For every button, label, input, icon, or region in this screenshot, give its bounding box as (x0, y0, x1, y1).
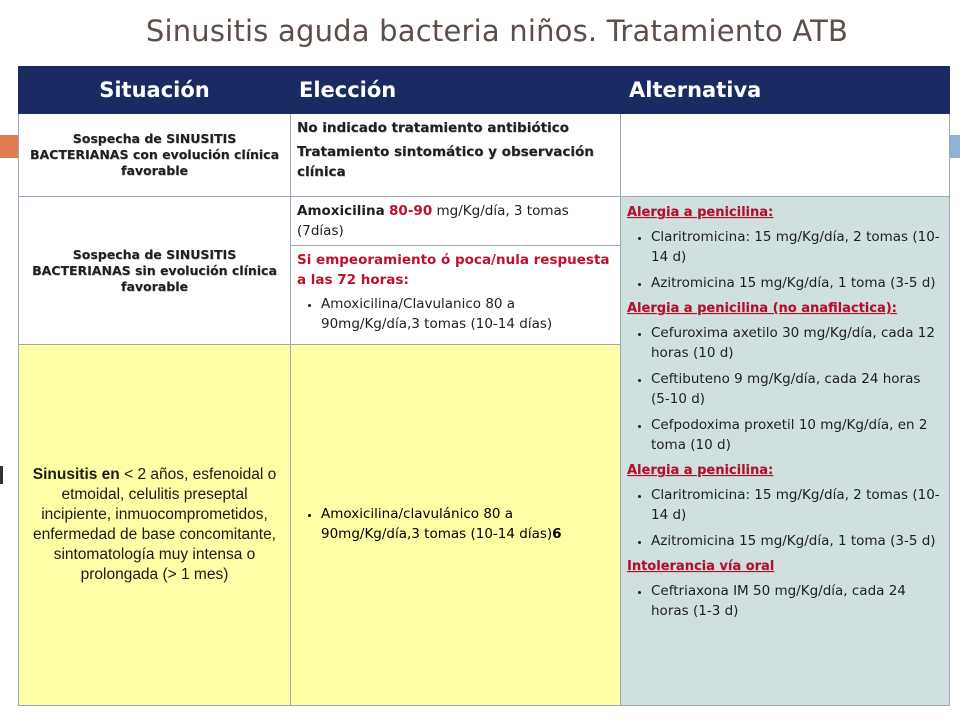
situacion-bold: Sinusitis en (32, 466, 120, 483)
table-row (19, 197, 950, 246)
list-item: • Cefuroxima axetilo 30 mg/Kg/día, cada 12 horas (10 d) (651, 323, 943, 363)
table-header-row (19, 67, 950, 114)
worsen-heading: Si empeoramiento ó poca/nula respuesta a las 72 horas: (297, 252, 610, 288)
list-item: • Cefpodoxima proxetil 10 mg/Kg/día, en 2 toma (10 d) (651, 415, 943, 455)
list-item: • Claritromicina: 15 mg/Kg/día, 2 tomas (10-14 d) (651, 227, 943, 267)
situacion-cell: Sospecha de SINUSITIS BACTERIANAS sin evolución clínica favorable (19, 197, 291, 345)
list-item: • Ceftriaxona IM 50 mg/Kg/día, cada 24 horas (1-3 d) (651, 581, 943, 621)
treatment-table (18, 66, 950, 706)
decorative-accent-left (0, 135, 20, 158)
header-eleccion: Elección (291, 67, 621, 114)
alternativa-empty-cell (621, 114, 950, 197)
alternativa-cell (621, 197, 950, 706)
footnote-mark: 6 (552, 526, 562, 542)
eleccion-cell (291, 114, 621, 197)
group-title: Alergia a penicilina: (627, 205, 774, 220)
drug-dose: 80-90 (389, 203, 433, 219)
eleccion-cell (291, 345, 621, 706)
situacion-text: < 2 años, esfenoidal o etmoidal, celulitis preseptal incipiente, inmuocomprometidos, enfermedad de base concomitante, sintomatología muy intensa o prolongada (> 1 mes) (33, 466, 277, 583)
group-title: Intolerancia vía oral (627, 559, 775, 574)
slide-title: Sinusitis aguda bacteria niños. Tratamiento ATB (145, 14, 849, 48)
drug-list (627, 485, 943, 551)
table-row (19, 114, 950, 197)
situacion-cell: Sospecha de SINUSITIS BACTERIANAS con evolución clínica favorable (19, 114, 291, 197)
drug-list (627, 581, 943, 621)
drug-list (627, 323, 943, 455)
drug-regimen: mg/Kg/día, 3 tomas (7días) (297, 203, 569, 239)
eleccion-text: No indicado tratamiento antibiótico (297, 120, 569, 136)
list-item: • Claritromicina: 15 mg/Kg/día, 2 tomas (10-14 d) (651, 485, 943, 525)
eleccion-cell (291, 246, 621, 345)
drug-list (297, 504, 614, 544)
decorative-bar (0, 466, 3, 484)
header-alternativa: Alternativa (621, 67, 950, 114)
group-title: Alergia a penicilina (no anafilactica): (627, 301, 897, 316)
situacion-cell (19, 345, 291, 706)
group-title: Alergia a penicilina: (627, 463, 774, 478)
drug-list (297, 294, 614, 334)
drug-name: Amoxicilina (297, 203, 385, 219)
list-item: • Ceftibuteno 9 mg/Kg/día, cada 24 horas (5-10 d) (651, 369, 943, 409)
eleccion-cell (291, 197, 621, 246)
drug-list (627, 227, 943, 293)
list-item: • Azitromicina 15 mg/Kg/día, 1 toma (3-5 d) (651, 273, 943, 293)
eleccion-text: Tratamiento sintomático y observación clínica (297, 144, 594, 180)
header-situacion: Situación (19, 67, 291, 114)
list-item: • Azitromicina 15 mg/Kg/día, 1 toma (3-5 d) (651, 531, 943, 551)
drug-regimen: Amoxicilina/clavulánico 80 a 90mg/Kg/día,3 tomas (10-14 días) (321, 506, 553, 542)
list-item (321, 504, 614, 544)
list-item: • Amoxicilina/Clavulanico 80 a 90mg/Kg/día,3 tomas (10-14 días) (321, 294, 614, 334)
